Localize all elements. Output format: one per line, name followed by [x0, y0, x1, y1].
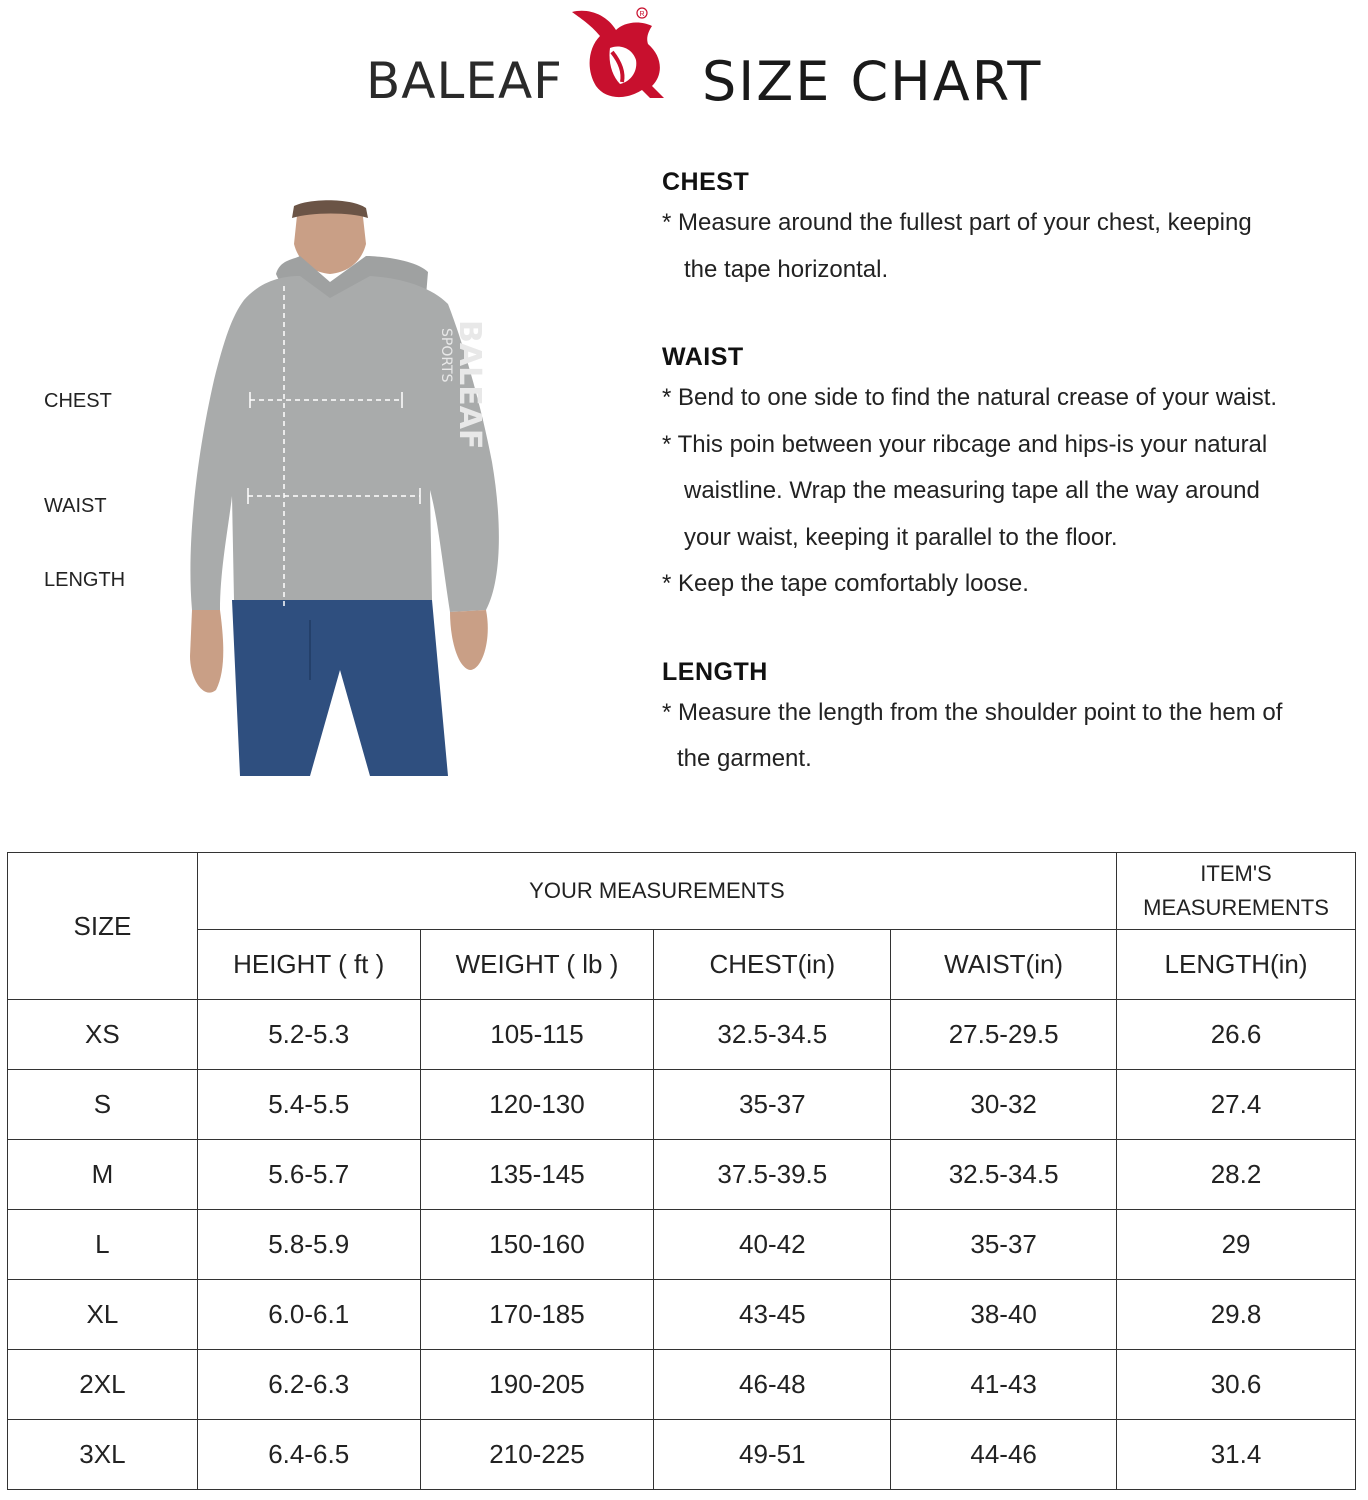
waist-heading: WAIST	[662, 343, 744, 371]
table-row	[8, 1070, 1356, 1140]
weight-cell: 170-185	[420, 1280, 654, 1350]
length-column-header: LENGTH(in)	[1117, 930, 1356, 1000]
table-row	[8, 1420, 1356, 1490]
waist-cell: 30-32	[891, 1070, 1117, 1140]
waist-cell: 41-43	[891, 1350, 1117, 1420]
size-table	[7, 852, 1356, 1490]
figure-label-length: LENGTH	[44, 569, 126, 591]
sleeve-print-sub: SPORTS	[438, 328, 454, 383]
size-cell: M	[8, 1140, 198, 1210]
waist-cell: 38-40	[891, 1280, 1117, 1350]
waist-cell: 44-46	[891, 1420, 1117, 1490]
weight-cell: 190-205	[420, 1350, 654, 1420]
size-cell: L	[8, 1210, 198, 1280]
instruction-line: * Bend to one side to find the natural crease of your waist.	[662, 384, 1278, 411]
table-row	[8, 1000, 1356, 1070]
baleaf-leaf-logo-icon	[566, 4, 670, 102]
table-header-row	[8, 853, 1356, 930]
weight-cell: 105-115	[420, 1000, 654, 1070]
height-cell: 5.6-5.7	[197, 1140, 420, 1210]
height-cell: 6.4-6.5	[197, 1420, 420, 1490]
brand-name: BALEAF	[366, 52, 563, 110]
size-cell: XL	[8, 1280, 198, 1350]
length-cell: 27.4	[1117, 1070, 1356, 1140]
chest-cell: 37.5-39.5	[654, 1140, 891, 1210]
sleeve-print-brand: BALEAF	[452, 320, 487, 450]
items-measurements-header: ITEM'S MEASUREMENTS	[1117, 853, 1356, 930]
chart-title: SIZE CHART	[702, 50, 1043, 113]
size-cell: 3XL	[8, 1420, 198, 1490]
table-row	[8, 1350, 1356, 1420]
height-cell: 5.8-5.9	[197, 1210, 420, 1280]
chest-heading: CHEST	[662, 168, 750, 196]
instruction-line: * Measure the length from the shoulder point to the hem of	[662, 698, 1283, 726]
instruction-line: * Measure around the fullest part of your chest, keeping	[662, 209, 1252, 236]
instruction-line: your waist, keeping it parallel to the floor.	[684, 523, 1118, 551]
table-row	[8, 1280, 1356, 1350]
length-cell: 26.6	[1117, 1000, 1356, 1070]
weight-cell: 135-145	[420, 1140, 654, 1210]
instruction-line: waistline. Wrap the measuring tape all the way around	[684, 477, 1260, 504]
size-cell: S	[8, 1070, 198, 1140]
weight-column-header: WEIGHT ( lb )	[420, 930, 654, 1000]
height-column-header: HEIGHT ( ft )	[197, 930, 420, 1000]
weight-cell: 210-225	[420, 1420, 654, 1490]
table-row	[8, 1140, 1356, 1210]
length-cell: 29.8	[1117, 1280, 1356, 1350]
svg-text:R: R	[639, 11, 645, 18]
length-instructions	[662, 654, 1362, 783]
weight-cell: 150-160	[420, 1210, 654, 1280]
page-header	[0, 0, 1368, 130]
length-cell: 31.4	[1117, 1420, 1356, 1490]
model-hoodie-illustration	[180, 200, 520, 776]
your-measurements-header: YOUR MEASUREMENTS	[197, 853, 1116, 930]
size-rows	[8, 1000, 1356, 1490]
chest-cell: 35-37	[654, 1070, 891, 1140]
size-cell: 2XL	[8, 1350, 198, 1420]
length-heading: LENGTH	[662, 657, 768, 686]
chest-column-header: CHEST(in)	[654, 930, 891, 1000]
instruction-line: * This poin between your ribcage and hips-is your natural	[662, 430, 1268, 458]
instruction-line: the tape horizontal.	[684, 255, 889, 283]
waist-cell: 32.5-34.5	[891, 1140, 1117, 1210]
chest-cell: 43-45	[654, 1280, 891, 1350]
chest-cell: 49-51	[654, 1420, 891, 1490]
weight-cell: 120-130	[420, 1070, 654, 1140]
chest-cell: 40-42	[654, 1210, 891, 1280]
instruction-line: * Keep the tape comfortably loose.	[662, 570, 1029, 597]
figure-label-waist: WAIST	[44, 495, 107, 517]
height-cell: 5.2-5.3	[197, 1000, 420, 1070]
length-cell: 28.2	[1117, 1140, 1356, 1210]
length-cell: 30.6	[1117, 1350, 1356, 1420]
waist-cell: 27.5-29.5	[891, 1000, 1117, 1070]
height-cell: 6.2-6.3	[197, 1350, 420, 1420]
waist-column-header: WAIST(in)	[891, 930, 1117, 1000]
waist-instructions	[662, 339, 1362, 608]
height-cell: 5.4-5.5	[197, 1070, 420, 1140]
table-subheader-row	[8, 930, 1356, 1000]
instruction-line: the garment.	[677, 745, 812, 772]
chest-instructions	[662, 164, 1362, 293]
table-row	[8, 1210, 1356, 1280]
chest-cell: 32.5-34.5	[654, 1000, 891, 1070]
length-cell: 29	[1117, 1210, 1356, 1280]
figure-label-chest: CHEST	[44, 390, 112, 412]
measurement-instructions	[662, 164, 1362, 783]
size-cell: XS	[8, 1000, 198, 1070]
height-cell: 6.0-6.1	[197, 1280, 420, 1350]
chest-cell: 46-48	[654, 1350, 891, 1420]
waist-cell: 35-37	[891, 1210, 1117, 1280]
size-column-header: SIZE	[8, 853, 198, 1000]
